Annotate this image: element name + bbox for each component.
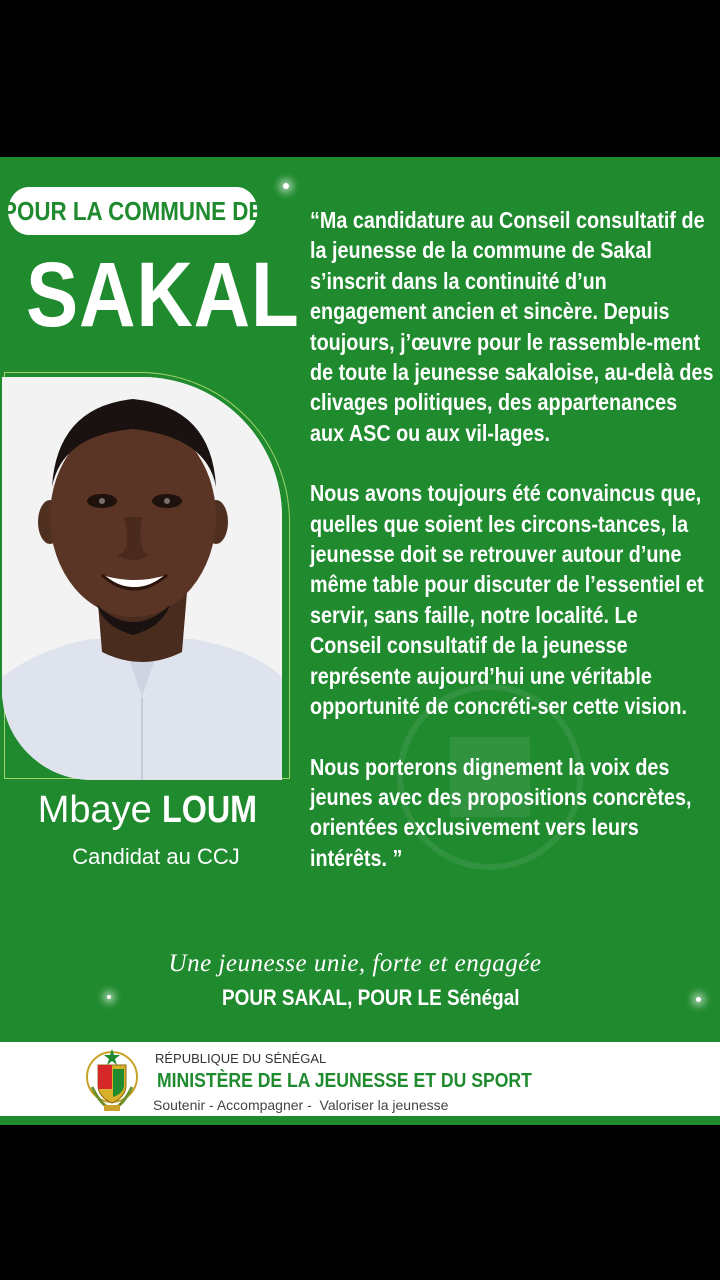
campaign-poster	[0, 157, 720, 1125]
statement-paragraph: Nous avons toujours été convaincus que, quelles que soient les circons-tances, la jeunesse doit se retrouver autour d’une même table pour discuter de l’essentiel et servir, sans faille, notre localité. Le Conseil consultatif de la jeunesse représente aujourd’hui une véritable opportunité de concréti-ser cette vision.	[310, 480, 704, 720]
commune-pill	[2, 187, 264, 235]
slogan-motto: Une jeunesse unie, forte et engagée	[168, 950, 542, 977]
sparkle-decoration	[107, 995, 111, 999]
statement-paragraph: Nous porterons dignement la voix des jeunes avec des propositions concrètes, orientées exclusivement vers leurs intérêts. ”	[310, 753, 692, 871]
senegal-coat-of-arms-icon	[84, 1047, 140, 1113]
sparkle-decoration	[283, 183, 289, 189]
footer-tagline: Soutenir - Accompagner - Valoriser la jeunesse	[153, 1097, 449, 1113]
candidate-role: Candidat au CCJ	[72, 844, 240, 869]
ministry-footer	[0, 1040, 720, 1118]
footer-country: RÉPUBLIQUE DU SÉNÉGAL	[155, 1051, 327, 1066]
pill-text: POUR LA COMMUNE DE	[2, 195, 264, 226]
footer-ministry: MINISTÈRE DE LA JEUNESSE ET DU SPORT	[157, 1070, 532, 1092]
commune-name: SAKAL	[26, 244, 300, 346]
candidate-statement	[310, 205, 714, 903]
statement-paragraph: “Ma candidature au Conseil consultatif de la jeunesse de la commune de Sakal s’inscrit dans la continuité d’un engagement ancien et sincère. Depuis toujours, j’œuvre pour le rassemble-ment de toute la jeunesse sakaloise, au-delà des clivages politiques, des appartenances aux ASC ou aux vil-lages.	[310, 207, 714, 446]
candidate-name	[0, 789, 312, 832]
sparkle-decoration	[696, 997, 701, 1002]
candidate-first-name: Mbaye	[37, 789, 152, 831]
candidate-photo	[2, 377, 282, 780]
candidate-portrait-illustration	[2, 377, 282, 780]
candidate-last-name: LOUM	[162, 789, 258, 831]
slogan-tagline: POUR SAKAL, POUR LE Sénégal	[222, 985, 520, 1010]
